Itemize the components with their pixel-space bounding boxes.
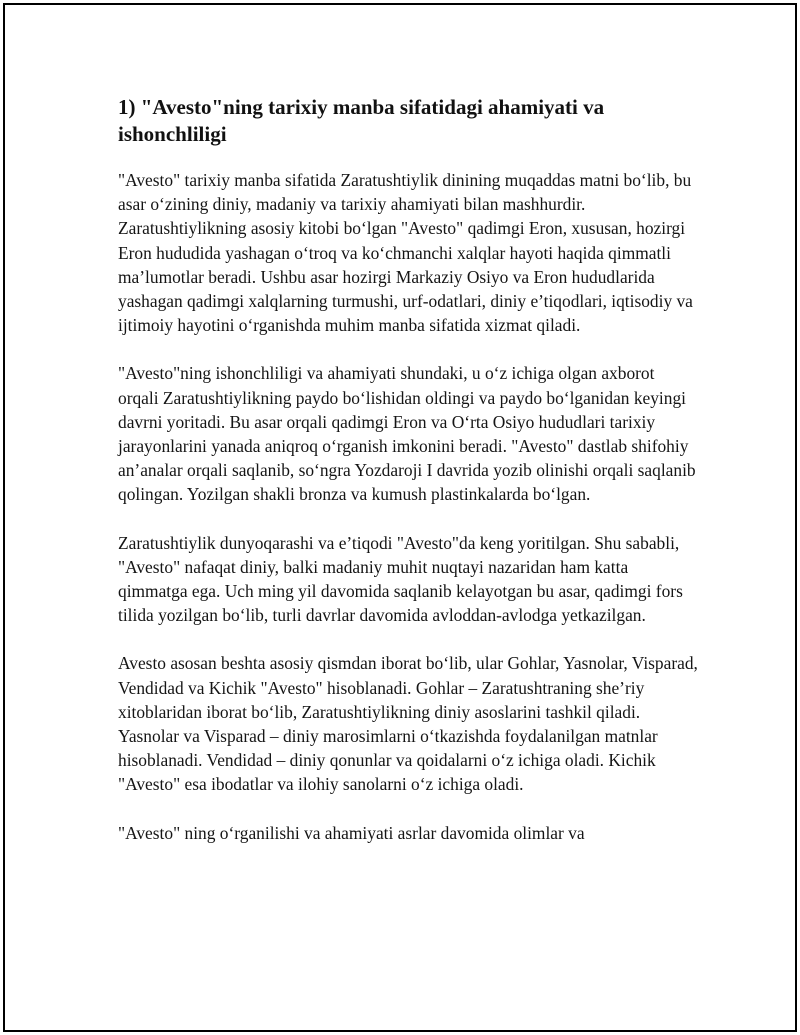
paragraph-reliability: "Avesto"ning ishonchliligi va ahamiyati shundaki, u o‘z ichiga olgan axborot orqali Zaratushtiylikning paydo bo‘lishidan oldingi va paydo bo‘lganidan keyingi davrni yoritadi. Bu asar orqali qadimgi Eron va O‘rta Osiyo hududlari tarixiy jarayonlarini yanada aniqroq o‘rganish imkonini beradi. "Avesto" dastlab shifohiy an’analar orqali saqlanib, so‘ngra Yozdaroji I davrida yozib olinishi orqali saqlanib qolingan. Yozilgan shakli bronza va kumush plastinkalarda bo‘lgan. <box>118 363 696 505</box>
document-body <box>118 94 698 869</box>
paragraph-source-significance: "Avesto" tarixiy manba sifatida Zaratushtiylik dinining muqaddas matni bo‘lib, bu asar o‘zining diniy, madaniy va tarixiy ahamiyati bilan mashhurdir. Zaratushtiylikning asosiy kitobi bo‘lgan "Avesto" qadimgi Eron, xususan, hozirgi Eron hududida yashagan o‘troq va ko‘chmanchi xalqlar hayoti haqida qimmatli ma’lumotlar beradi. Ushbu asar hozirgi Markaziy Osiyo va Eron hududlarida yashagan qadimgi xalqlarning turmushi, urf-odatlari, diniy e’tiqodlari, iqtisodiy va ijtimoiy hayotini o‘rganishda muhim manba sifatida xizmat qiladi. <box>118 170 693 336</box>
paragraph-study: "Avesto" ning o‘rganilishi va ahamiyati asrlar davomida olimlar va <box>118 822 585 843</box>
paragraph-structure: Avesto asosan beshta asosiy qismdan iborat bo‘lib, ular Gohlar, Yasnolar, Visparad, Vendidad va Kichik "Avesto" hisoblanadi. Gohlar – Zaratushtraning she’riy xitoblaridan iborat bo‘lib, Zaratushtiylikning diniy asoslarini tashkil qiladi. Yasnolar va Visparad – diniy marosimlarni o‘tkazishda foydalanilgan matnlar hisoblanadi. Vendidad – diniy qonunlar va qoidalarni o‘z ichiga oladi. Kichik "Avesto" esa ibodatlar va ilohiy sanolarni o‘z ichiga oladi. <box>118 653 698 795</box>
section-heading: 1) "Avesto"ning tarixiy manba sifatidagi ahamiyati va ishonchliligi <box>118 95 605 146</box>
paragraph-worldview: Zaratushtiylik dunyoqarashi va e’tiqodi "Avesto"da keng yoritilgan. Shu sababli, "Avesto" nafaqat diniy, balki madaniy muhit nuqtayi nazaridan ham katta qimmatga ega. Uch ming yil davomida saqlanib kelayotgan bu asar, qadimgi fors tilida yozilgan bo‘lib, turli davrlar davomida avloddan-avlodga yetkazilgan. <box>118 532 683 626</box>
